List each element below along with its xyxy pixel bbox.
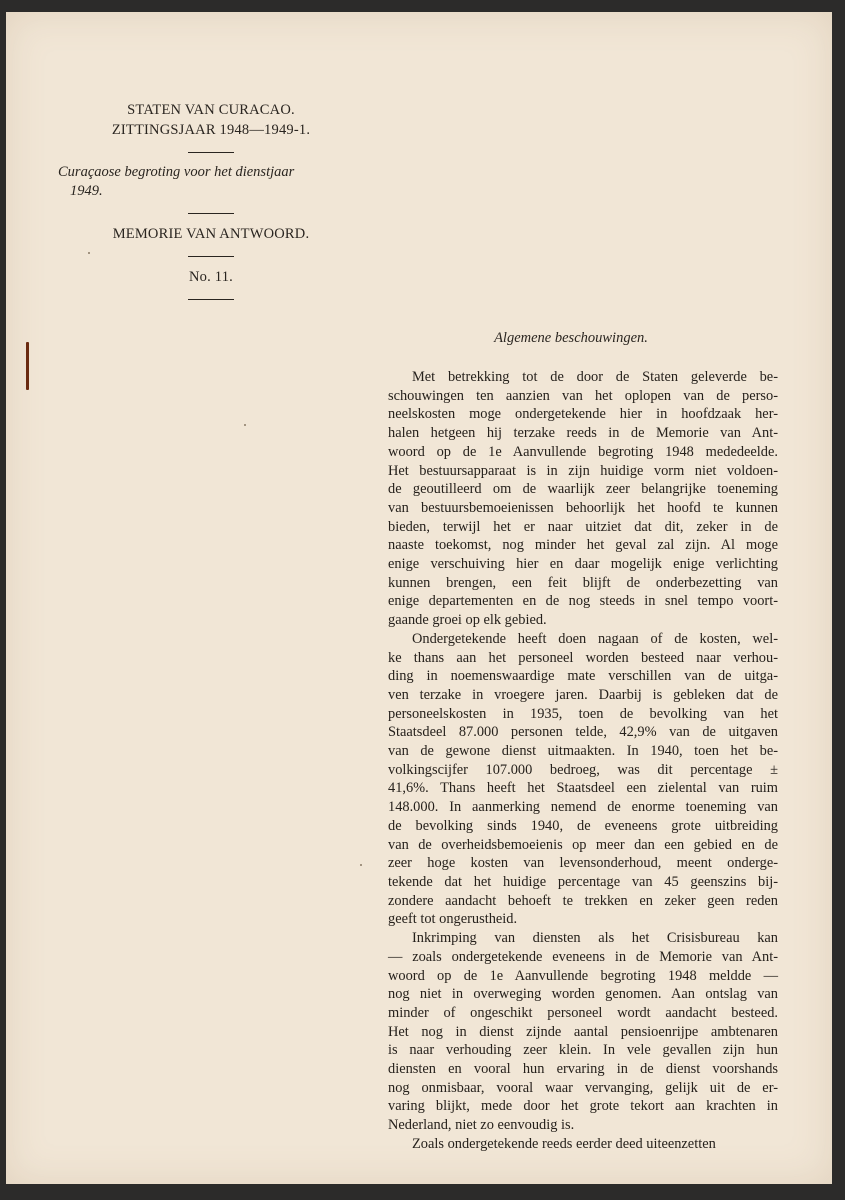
- paragraph: [388, 929, 778, 1135]
- text-line: Staatsdeel 87.000 personen telde, 42,9% van de uitgaven: [388, 724, 778, 741]
- header-rule: [188, 256, 234, 257]
- document-header: [46, 100, 376, 310]
- text-line: geeft tot ongerustheid.: [388, 911, 518, 928]
- text-line: 41,6%. Thans heeft het Staatsdeel een zielental van ruim: [388, 780, 778, 797]
- header-line-1: STATEN VAN CURACAO.: [127, 102, 295, 118]
- text-line: gaande groei op elk gebied.: [388, 612, 547, 629]
- text-line: Inkrimping van diensten als het Crisisbureau kan: [412, 930, 778, 947]
- text-line: ke thans aan het personeel worden besteed naar verhou-: [388, 649, 778, 666]
- text-line: enige departementen en de nog steeds in snel tempo voort-: [388, 593, 778, 610]
- text-line: enige verschuiving hier en daar mogelijk enige verlichting: [388, 556, 778, 573]
- text-line: de bevolking sinds 1940, de eveneens grote uitbreiding: [388, 817, 778, 834]
- text-line: woord op de 1e Aanvullende begroting 1948 meldde —: [388, 967, 778, 984]
- subject-line-1: Curaçaose begroting voor het dienstjaar: [58, 164, 295, 180]
- text-line: zondere aandacht behoeft te trekken en zeker geen reden: [388, 892, 778, 909]
- text-line: minder of ongeschikt personeel wordt aandacht besteed.: [388, 1004, 778, 1021]
- text-line: woord op de 1e Aanvullende begroting 1948 mededeelde.: [388, 443, 778, 460]
- text-line: ding in noemenswaardige mate verschillen van de uitga-: [388, 668, 778, 685]
- text-line: Ondergetekende heeft doen nagaan of de kosten, wel-: [412, 630, 778, 647]
- header-rule: [188, 299, 234, 300]
- text-line: 148.000. In aanmerking nemend de enorme toeneming van: [388, 799, 778, 816]
- text-line: van de overheidsbemoeienis op meer dan een gebied en de: [388, 836, 778, 853]
- header-rule: [188, 152, 234, 153]
- text-line: Zoals ondergetekende reeds eerder deed uiteenzetten: [412, 1135, 716, 1152]
- speck: [360, 864, 362, 866]
- text-line: van de gewone dienst uitmaakten. In 1940, toen het be-: [388, 743, 778, 760]
- text-line: naaste toekomst, nog minder het geval zal zijn. Al moge: [388, 537, 778, 554]
- text-line: neelskosten moge ondergetekende hier in hoofdzaak her-: [388, 406, 778, 423]
- text-line: Met betrekking tot de door de Staten geleverde be-: [412, 369, 778, 385]
- text-line: bieden, terwijl het er naar uitziet dat dit, zeker in de: [388, 518, 778, 535]
- text-line: tekende dat het huidige percentage van 45 geenszins bij-: [388, 873, 778, 890]
- section-title: Algemene beschouwingen.: [494, 330, 648, 346]
- text-line: zeer hoge kosten van levensonderhoud, meent onderge-: [388, 855, 778, 872]
- text-line: nog niet in overweging worden genomen. Aan ontslag van: [388, 986, 778, 1003]
- text-line: kunnen brengen, een feit blijft de onderbezetting van: [388, 574, 778, 591]
- text-line: schouwingen ten aanzien van het oplopen van de perso-: [388, 387, 778, 404]
- text-line: is naar verhouding zeer klein. In vele gevallen zijn hun: [388, 1042, 778, 1059]
- document-page: [6, 12, 832, 1184]
- body-text: [388, 368, 778, 1154]
- subject-line-2: 1949.: [70, 183, 103, 199]
- document-type: MEMORIE VAN ANTWOORD.: [112, 226, 310, 242]
- text-line: Het nog in dienst zijnde aantal pensioenrijpe ambtenaren: [388, 1023, 778, 1040]
- text-line: halen hetgeen hij terzake reeds in de Memorie van Ant-: [388, 425, 778, 442]
- text-line: diensten en vooral hun ervaring in de dienst voorshands: [388, 1061, 778, 1078]
- text-line: — zoals ondergetekende eveneens in de Memorie van Ant-: [388, 948, 778, 965]
- header-rule: [188, 213, 234, 214]
- speck: [244, 424, 246, 426]
- text-line: Nederland, niet zo eenvoudig is.: [388, 1117, 575, 1134]
- text-line: personeelskosten in 1935, toen de bevolking van het: [388, 705, 778, 722]
- text-line: varing blijkt, mede door het grote tekort aan krachten in: [388, 1098, 778, 1115]
- text-line: Het bestuursapparaat is in zijn huidige vorm niet voldoen-: [388, 462, 778, 479]
- text-line: ven terzake in vroegere jaren. Daarbij is gebleken dat de: [388, 686, 778, 703]
- text-line: de geoutilleerd om de waarlijk zeer belangrijke toeneming: [388, 481, 778, 498]
- text-line: nog onmisbaar, vooral waar vervanging, gelijk uit de er-: [388, 1079, 778, 1096]
- text-line: volkingscijfer 107.000 bedroeg, was dit percentage ±: [388, 761, 778, 778]
- header-line-2: ZITTINGSJAAR 1948—1949-1.: [111, 122, 311, 138]
- paragraph: [388, 1135, 778, 1154]
- paragraph: [388, 630, 778, 929]
- margin-mark: [26, 342, 29, 390]
- text-line: van bestuursbemoeienissen behoorlijk het hoofd te kunnen: [388, 499, 778, 516]
- paragraph: [388, 368, 778, 630]
- document-number: No. 11.: [189, 269, 233, 285]
